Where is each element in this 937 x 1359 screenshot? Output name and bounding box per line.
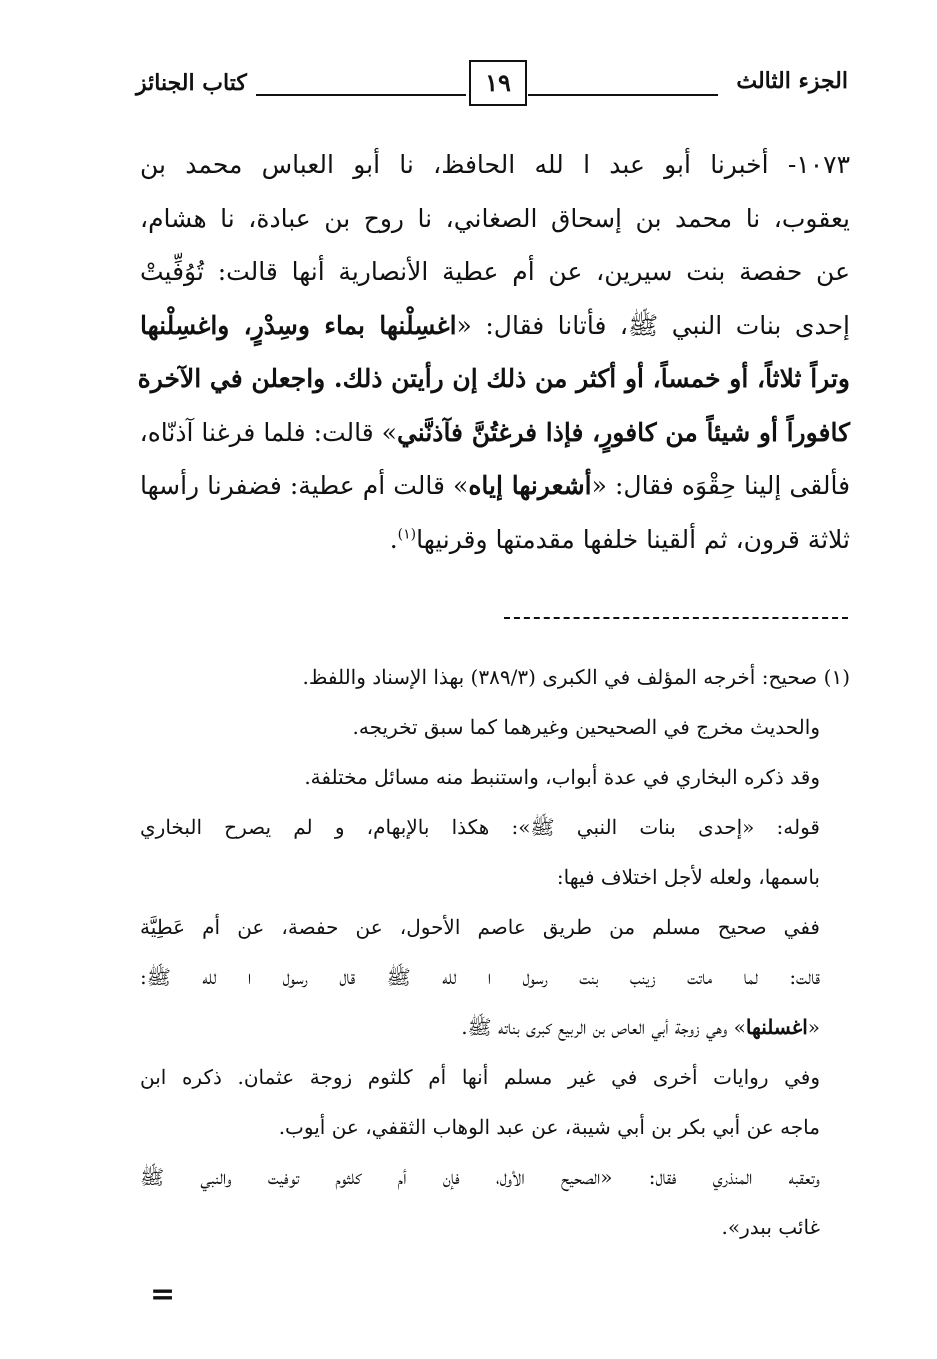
text-line (140, 406, 850, 460)
text-segment: « (807, 1015, 820, 1039)
text-line: ١٠٧٣- أخبرنا أبو عبد ا لله الحافظ، نا أبو العباس محمد بن (140, 150, 850, 179)
footnotes (140, 652, 850, 1252)
footnote-line: ففي صحيح مسلم من طريق عاصم الأحول، عن حفصة، عن أم عَطِيَّة (140, 915, 820, 939)
header-rule-left (256, 94, 466, 96)
text-segment: ثلاثة قرون، ثم ألقينا خلفها مقدمتها وقرنيها (416, 524, 850, 554)
hadith-text (137, 138, 851, 566)
footnote-line: قالت: لما ماتت زينب بنت رسول ا لله ﷺ قال رسول ا لله ﷺ: (140, 965, 820, 989)
prophetic-quote: كافوراً أو شيئاً من كافورٍ، فإذا فرغتُنَّ فآذنَّني (396, 417, 850, 447)
footnote-line: وتعقبه المنذري فقال: «الصحيح الأول، فإن أم كلثوم توفيت والنبي ﷺ (140, 1165, 820, 1189)
footnote-line (140, 1002, 850, 1052)
footnote-line: وفي روايات أخرى في غير مسلم أنها أم كلثوم زوجة عثمان. ذكره ابن (140, 1065, 820, 1089)
text-segment: فألقى إلينا حِقْوَه فقال: « (591, 471, 851, 500)
footnote-ref: (١) (397, 526, 417, 543)
text-line: عن حفصة بنت سيرين، عن أم عطية الأنصارية أنها قالت: تُوُفِّيتْ (140, 257, 850, 286)
text-segment: » وهي زوجة أبي العاص بن الربيع كبرى بناته ﷺ. (461, 1015, 746, 1039)
footnote-line: باسمها، ولعله لأجل اختلاف فيها: (556, 865, 820, 889)
text-line (140, 459, 850, 513)
text-segment: إحدى بنات النبي ﷺ، فأتانا فقال: « (456, 310, 850, 340)
prophetic-quote: اغسلنها (745, 1015, 808, 1039)
prophetic-quote: أشعرنها إياه (468, 471, 592, 500)
text-line (140, 299, 850, 353)
book-title: كتاب الجنائز (136, 70, 247, 96)
footnote-line: غائب ببدر». (721, 1215, 820, 1239)
prophetic-quote: اغسِلْنها بماء وسِدْرٍ، واغسِلْنها (140, 310, 457, 340)
footnote-line: وقد ذكره البخاري في عدة أبواب، واستنبط منه مسائل مختلفة. (304, 765, 820, 789)
page-number: ١٩ (469, 60, 527, 106)
prophetic-quote-line: وتراً ثلاثاً، أو خمساً، أو أكثر من ذلك إن رأيتن ذلك. واجعلن في الآخرة (137, 364, 850, 393)
footnote-line: والحديث مخرج في الصحيحين وغيرهما كما سبق تخريجه. (352, 715, 820, 739)
text-segment: » قالت: فلما فرغنا آذنّاه، (139, 417, 397, 447)
header-rule-right (528, 94, 718, 96)
footnote-line: ماجه عن أبي بكر بن أبي شيبة، عن عبد الوهاب الثقفي، عن أيوب. (278, 1115, 820, 1139)
volume-title: الجزء الثالث (736, 68, 848, 94)
footnote-line: قوله: «إحدى بنات النبي ﷺ»: هكذا بالإبهام، و لم يصرح البخاري (140, 815, 820, 839)
text-line (140, 513, 850, 567)
text-segment: » قالت أم عطية: فضفرنا رأسها (140, 471, 469, 500)
footnote-separator (504, 617, 848, 619)
running-header (136, 60, 848, 112)
text-line: يعقوب، نا محمد بن إسحاق الصغاني، نا روح بن عبادة، نا هشام، (140, 203, 850, 233)
footnote-line: (١) صحيح: أخرجه المؤلف في الكبرى (٣٨٩/٣) بهذا الإسناد واللفظ. (302, 665, 850, 689)
text-segment: . (389, 524, 398, 554)
continuation-mark: = (150, 1277, 176, 1312)
